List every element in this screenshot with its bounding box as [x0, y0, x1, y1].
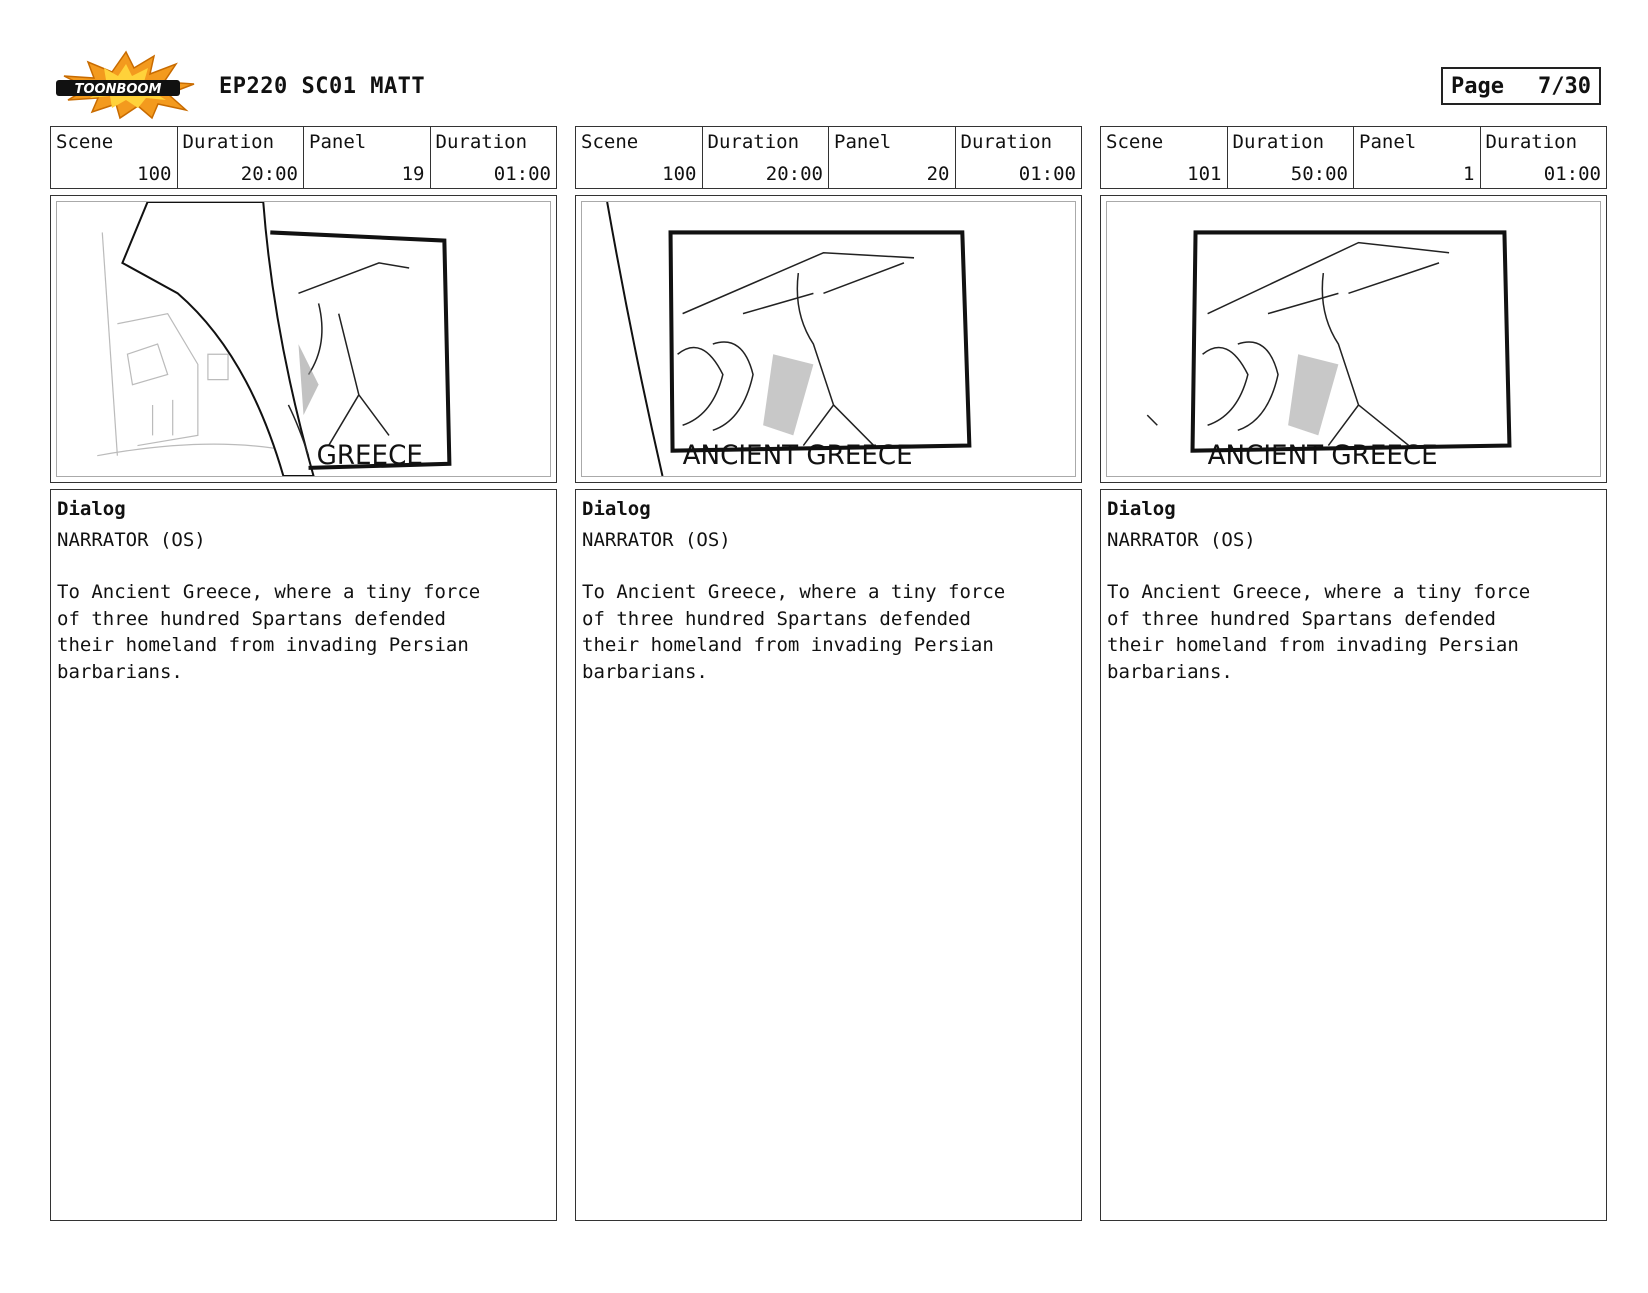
panel-info-row: [1100, 126, 1607, 189]
scene-value: 100: [662, 163, 697, 185]
page-title: EP220 SC01 MATT: [219, 74, 426, 99]
panel-info-row: [50, 126, 557, 189]
panel-label: Panel: [309, 131, 367, 153]
dialog-speaker: NARRATOR (OS): [582, 528, 731, 551]
panel-duration-label: Duration: [960, 131, 1053, 153]
page-value: 7/30: [1538, 73, 1591, 99]
scene-duration-label: Duration: [707, 131, 800, 153]
panel-column-1: [50, 126, 557, 1221]
dialog-text: To Ancient Greece, where a tiny force of three hundred Spartans defended their homeland from invading Persian barbarians.: [1107, 581, 1531, 683]
scene-duration-value: 50:00: [1290, 163, 1348, 185]
dialog-box: [575, 489, 1082, 1221]
panel-duration-value: 01:00: [1543, 163, 1601, 185]
dialog-heading: Dialog: [57, 498, 126, 520]
scene-value: 100: [137, 163, 172, 185]
scene-duration-label: Duration: [182, 131, 275, 153]
scene-label: Scene: [56, 131, 114, 153]
dialog-speaker: NARRATOR (OS): [57, 528, 206, 551]
sketch-image: [57, 202, 550, 476]
storyboard-frame: [1100, 195, 1607, 483]
sketch-image: [582, 202, 1075, 476]
dialog-box: [50, 489, 557, 1221]
scene-duration-value: 20:00: [240, 163, 298, 185]
sketch-caption: GREECE: [316, 440, 423, 471]
page-label: Page: [1451, 73, 1504, 99]
toonboom-logo: [54, 50, 196, 120]
panel-duration-value: 01:00: [1018, 163, 1076, 185]
panel-duration-label: Duration: [435, 131, 528, 153]
storyboard-frame: [575, 195, 1082, 483]
sketch-caption: ANCIENT GREECE: [1207, 440, 1438, 471]
logo-text: TOONBOOM: [74, 82, 162, 97]
panel-label: Panel: [834, 131, 892, 153]
scene-value: 101: [1187, 163, 1222, 185]
dialog-speaker: NARRATOR (OS): [1107, 528, 1256, 551]
dialog-box: [1100, 489, 1607, 1221]
panel-column-2: [575, 126, 1082, 1221]
scene-label: Scene: [581, 131, 639, 153]
scene-duration-value: 20:00: [765, 163, 823, 185]
storyboard-frame: [50, 195, 557, 483]
dialog-text: To Ancient Greece, where a tiny force of three hundred Spartans defended their homeland from invading Persian barbarians.: [57, 581, 481, 683]
panel-duration-value: 01:00: [493, 163, 551, 185]
panel-label: Panel: [1359, 131, 1417, 153]
panel-value: 1: [1463, 163, 1475, 185]
panel-value: 20: [926, 163, 950, 185]
dialog-text: To Ancient Greece, where a tiny force of three hundred Spartans defended their homeland from invading Persian barbarians.: [582, 581, 1006, 683]
page-number-box: [1441, 67, 1601, 105]
sketch-caption: ANCIENT GREECE: [682, 440, 913, 471]
panel-value: 19: [401, 163, 425, 185]
dialog-heading: Dialog: [582, 498, 651, 520]
panel-info-row: [575, 126, 1082, 189]
dialog-heading: Dialog: [1107, 498, 1176, 520]
panel-duration-label: Duration: [1485, 131, 1578, 153]
panel-column-3: [1100, 126, 1607, 1221]
sketch-image: [1107, 202, 1600, 476]
scene-label: Scene: [1106, 131, 1164, 153]
scene-duration-label: Duration: [1232, 131, 1325, 153]
